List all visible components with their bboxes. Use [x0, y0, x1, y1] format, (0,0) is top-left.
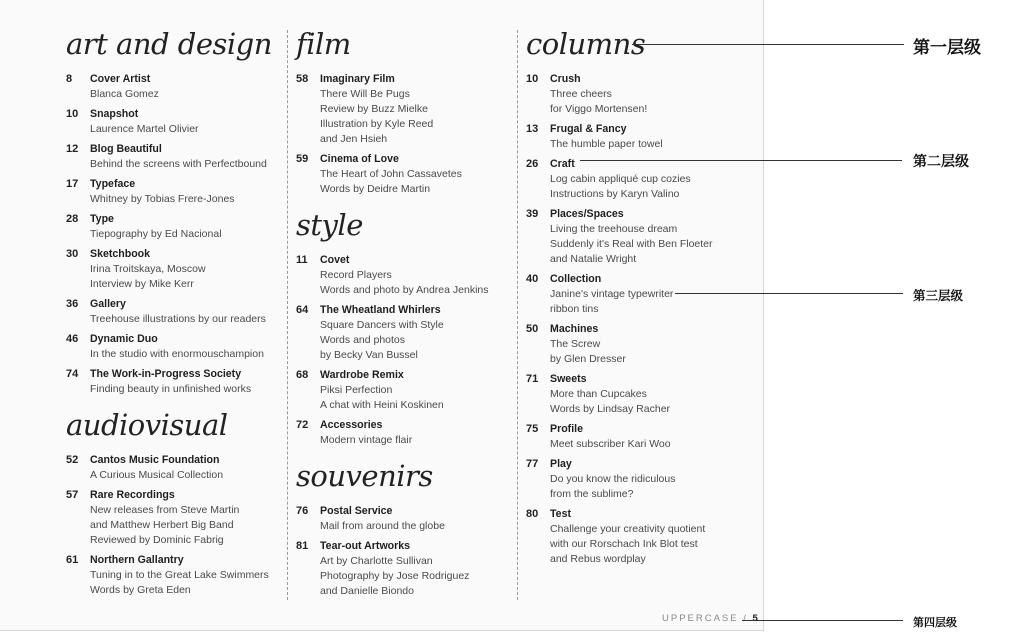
contents-column-middle: [296, 26, 511, 607]
entry-subtitle: Irina Troitskaya, Moscow: [90, 263, 206, 275]
entry-subtitle: The humble paper towel: [550, 138, 663, 150]
entry-title: Profile: [550, 423, 583, 435]
entry-page-number: 68: [296, 369, 309, 381]
section: [296, 26, 511, 197]
section-title: film: [296, 27, 351, 61]
entry-subtitle: In the studio with enormouschampion: [90, 348, 264, 360]
entry-subtitle: Words by Deidre Martin: [320, 183, 431, 195]
contents-entry[interactable]: [66, 72, 281, 102]
entry-subtitle: A Curious Musical Collection: [90, 469, 224, 481]
section: [66, 407, 281, 598]
entry-body: [90, 212, 222, 242]
contents-entry[interactable]: [66, 553, 281, 598]
entry-subtitle: The Screw: [550, 338, 601, 350]
entry-page-number: 61: [66, 554, 79, 566]
entry-subtitle: Photography by Jose Rodriguez: [320, 570, 470, 582]
entry-subtitle: Meet subscriber Kari Woo: [550, 438, 671, 450]
leader-line-level-4: [742, 620, 903, 621]
entry-body: [550, 207, 713, 267]
entry-subtitle: Laurence Martel Olivier: [90, 123, 199, 135]
section-title: style: [296, 208, 363, 242]
entry-title: Machines: [550, 323, 599, 335]
entry-title: Type: [90, 213, 114, 225]
entry-subtitle: A chat with Heini Koskinen: [320, 399, 444, 411]
contents-entry[interactable]: [296, 504, 511, 534]
entry-subtitle: Finding beauty in unfinished works: [90, 383, 252, 395]
entry-body: [320, 72, 433, 147]
section-title: art and design: [66, 27, 272, 61]
entry-title: Gallery: [90, 298, 126, 310]
entry-subtitle: by Becky Van Bussel: [320, 349, 418, 361]
column-divider: [287, 30, 288, 600]
contents-entry[interactable]: [66, 332, 281, 362]
entry-title: Sketchbook: [90, 248, 151, 260]
entry-subtitle: Art by Charlotte Sullivan: [320, 555, 433, 567]
contents-entry[interactable]: [296, 368, 511, 413]
entry-page-number: 75: [526, 423, 539, 435]
entry-page-number: 36: [66, 298, 79, 310]
entry-page-number: 71: [526, 373, 539, 385]
entry-title: Imaginary Film: [320, 73, 395, 85]
entry-title: Snapshot: [90, 108, 139, 120]
entry-subtitle: and Rebus wordplay: [550, 553, 646, 565]
contents-entry[interactable]: [526, 372, 756, 417]
entry-body: [90, 177, 235, 207]
entry-title: Cinema of Love: [320, 153, 399, 165]
entry-subtitle: Tiepography by Ed Nacional: [90, 228, 222, 240]
contents-entry[interactable]: [526, 422, 756, 452]
entry-subtitle: Treehouse illustrations by our readers: [90, 313, 266, 325]
contents-entry[interactable]: [526, 322, 756, 367]
entry-subtitle: Living the treehouse dream: [550, 223, 678, 235]
entry-title: Postal Service: [320, 505, 393, 517]
entry-body: [90, 488, 239, 548]
entry-body: [90, 107, 199, 137]
contents-entry[interactable]: [66, 142, 281, 172]
entry-page-number: 74: [66, 368, 79, 380]
entry-title: The Wheatland Whirlers: [320, 304, 441, 316]
entry-body: [90, 332, 264, 362]
entry-subtitle: Log cabin appliqué cup cozies: [550, 173, 691, 185]
entry-subtitle: Record Players: [320, 269, 392, 281]
contents-entry[interactable]: [296, 418, 511, 448]
contents-entry[interactable]: [296, 303, 511, 363]
section: [66, 26, 281, 397]
entry-subtitle: Words by Lindsay Racher: [550, 403, 671, 415]
section-title: columns: [526, 27, 646, 61]
entry-page-number: 57: [66, 489, 79, 501]
contents-entry[interactable]: [526, 207, 756, 267]
entry-body: [550, 507, 705, 567]
entry-subtitle: Modern vintage flair: [320, 434, 413, 446]
contents-column-right: [526, 26, 756, 575]
entry-subtitle: Suddenly it's Real with Ben Floeter: [550, 238, 713, 250]
contents-entry[interactable]: [296, 72, 511, 147]
entry-title: The Work-in-Progress Society: [90, 368, 242, 380]
entry-body: [550, 322, 626, 367]
entry-body: [550, 372, 670, 417]
entry-title: Test: [550, 508, 571, 520]
section: [296, 207, 511, 448]
entry-body: [90, 247, 206, 292]
column-divider: [517, 30, 518, 600]
section-title: souvenirs: [296, 459, 433, 493]
contents-entry[interactable]: [526, 272, 756, 317]
entry-subtitle: Square Dancers with Style: [320, 319, 444, 331]
contents-entry[interactable]: [296, 253, 511, 298]
entry-title: Play: [550, 458, 572, 470]
annotation-level-1: 第一层级: [913, 38, 981, 57]
entry-title: Cantos Music Foundation: [90, 454, 220, 466]
entry-page-number: 39: [526, 208, 539, 220]
entry-page-number: 13: [526, 123, 539, 135]
entry-page-number: 52: [66, 454, 79, 466]
leader-line-level-3: [675, 293, 903, 294]
entry-page-number: 81: [296, 540, 309, 552]
entry-title: Tear-out Artworks: [320, 540, 411, 552]
entry-page-number: 10: [66, 108, 79, 120]
entry-body: [90, 367, 251, 397]
entry-subtitle: and Danielle Biondo: [320, 585, 414, 597]
entry-subtitle: Instructions by Karyn Valino: [550, 188, 680, 200]
entry-subtitle: Challenge your creativity quotient: [550, 523, 706, 535]
entry-page-number: 76: [296, 505, 309, 517]
page-footer: [662, 613, 758, 624]
entry-title: Sweets: [550, 373, 587, 385]
entry-subtitle: for Viggo Mortensen!: [550, 103, 648, 115]
entry-title: Accessories: [320, 419, 383, 431]
contents-entry[interactable]: [526, 457, 756, 502]
entry-body: [320, 504, 445, 534]
contents-entry[interactable]: [526, 122, 756, 152]
entry-body: [320, 152, 462, 197]
entry-subtitle: and Matthew Herbert Big Band: [90, 519, 234, 531]
entry-page-number: 72: [296, 419, 309, 431]
contents-entry[interactable]: [66, 367, 281, 397]
entry-title: Places/Spaces: [550, 208, 624, 220]
entry-subtitle: New releases from Steve Martin: [90, 504, 240, 516]
entry-title: Frugal & Fancy: [550, 123, 627, 135]
entry-body: [320, 303, 444, 363]
entry-subtitle: and Natalie Wright: [550, 253, 637, 265]
contents-entry[interactable]: [296, 152, 511, 197]
entry-subtitle: Review by Buzz Mielke: [320, 103, 428, 115]
entry-list: [66, 72, 281, 397]
entry-subtitle: and Jen Hsieh: [320, 133, 388, 145]
entry-subtitle: Reviewed by Dominic Fabrig: [90, 534, 224, 546]
contents-entry[interactable]: [526, 157, 756, 202]
entry-subtitle: ribbon tins: [550, 303, 599, 315]
entry-page-number: 17: [66, 178, 79, 190]
leader-line-level-2: [580, 160, 902, 161]
entry-subtitle: Three cheers: [550, 88, 612, 100]
entry-subtitle: Words by Greta Eden: [90, 584, 191, 596]
footer-page-number: 5: [752, 613, 758, 624]
leader-line-level-1: [632, 44, 904, 45]
entry-page-number: 46: [66, 333, 79, 345]
entry-subtitle: Blanca Gomez: [90, 88, 159, 100]
entry-subtitle: Tuning in to the Great Lake Swimmers: [90, 569, 269, 581]
entry-subtitle: Interview by Mike Kerr: [90, 278, 194, 290]
annotation-level-3: 第三层级: [913, 289, 964, 303]
entry-page-number: 64: [296, 304, 309, 316]
entry-page-number: 26: [526, 158, 539, 170]
entry-body: [90, 72, 159, 102]
section: [526, 26, 756, 567]
entry-subtitle: Janine's vintage typewriter: [550, 288, 674, 300]
entry-subtitle: There Will Be Pugs: [320, 88, 410, 100]
entry-body: [90, 142, 267, 172]
entry-title: Northern Gallantry: [90, 554, 184, 566]
entry-title: Crush: [550, 73, 581, 85]
entry-page-number: 40: [526, 273, 539, 285]
entry-body: [90, 553, 269, 598]
contents-entry[interactable]: [66, 247, 281, 292]
entry-body: [550, 272, 673, 317]
entry-body: [550, 457, 675, 502]
entry-subtitle: Illustration by Kyle Reed: [320, 118, 434, 130]
entry-title: Rare Recordings: [90, 489, 175, 501]
section: [296, 458, 511, 599]
entry-title: Blog Beautiful: [90, 143, 162, 155]
entry-list: [526, 72, 756, 567]
section-title: audiovisual: [66, 408, 228, 442]
entry-body: [550, 122, 663, 152]
entry-subtitle: Do you know the ridiculous: [550, 473, 676, 485]
entry-page-number: 12: [66, 143, 79, 155]
entry-subtitle: Whitney by Tobias Frere-Jones: [90, 193, 235, 205]
entry-body: [550, 422, 671, 452]
entry-page-number: 50: [526, 323, 539, 335]
entry-page-number: 28: [66, 213, 79, 225]
entry-subtitle: by Glen Dresser: [550, 353, 626, 365]
entry-body: [550, 72, 647, 117]
entry-subtitle: Piksi Perfection: [320, 384, 393, 396]
entry-title: Wardrobe Remix: [320, 369, 404, 381]
entry-body: [90, 297, 266, 327]
entry-page-number: 77: [526, 458, 539, 470]
entry-body: [550, 157, 691, 202]
contents-entry[interactable]: [296, 539, 511, 599]
contents-entry[interactable]: [66, 107, 281, 137]
entry-body: [320, 418, 412, 448]
entry-page-number: 11: [296, 254, 308, 266]
entry-page-number: 8: [66, 73, 73, 85]
entry-subtitle: Behind the screens with Perfectbound: [90, 158, 267, 170]
entry-list: [66, 453, 281, 598]
entry-page-number: 59: [296, 153, 309, 165]
annotation-level-4: 第四层级: [913, 617, 957, 629]
entry-subtitle: More than Cupcakes: [550, 388, 647, 400]
contents-entry[interactable]: [526, 507, 756, 567]
entry-subtitle: Mail from around the globe: [320, 520, 445, 532]
entry-title: Collection: [550, 273, 602, 285]
footer-brand: UPPERCASE /: [662, 613, 748, 624]
entry-body: [90, 453, 223, 483]
entry-page-number: 58: [296, 73, 309, 85]
entry-subtitle: Words and photo by Andrea Jenkins: [320, 284, 489, 296]
contents-entry[interactable]: [66, 488, 281, 548]
entry-list: [296, 72, 511, 197]
contents-entry[interactable]: [66, 297, 281, 327]
entry-title: Typeface: [90, 178, 136, 190]
entry-title: Cover Artist: [90, 73, 151, 85]
entry-page-number: 30: [66, 248, 79, 260]
entry-list: [296, 504, 511, 599]
contents-entry[interactable]: [66, 177, 281, 207]
entry-page-number: 10: [526, 73, 539, 85]
entry-body: [320, 253, 489, 298]
entry-title: Covet: [320, 254, 350, 266]
annotation-level-2: 第二层级: [913, 153, 969, 169]
entry-subtitle: with our Rorschach Ink Blot test: [550, 538, 698, 550]
entry-body: [320, 539, 469, 599]
contents-column-left: [66, 26, 281, 606]
entry-list: [296, 253, 511, 448]
entry-subtitle: from the sublime?: [550, 488, 634, 500]
contents-entry[interactable]: [526, 72, 756, 117]
contents-entry[interactable]: [66, 212, 281, 242]
entry-subtitle: The Heart of John Cassavetes: [320, 168, 462, 180]
entry-page-number: 80: [526, 508, 539, 520]
entry-title: Dynamic Duo: [90, 333, 158, 345]
contents-entry[interactable]: [66, 453, 281, 483]
entry-title: Craft: [550, 158, 575, 170]
entry-subtitle: Words and photos: [320, 334, 406, 346]
entry-body: [320, 368, 444, 413]
